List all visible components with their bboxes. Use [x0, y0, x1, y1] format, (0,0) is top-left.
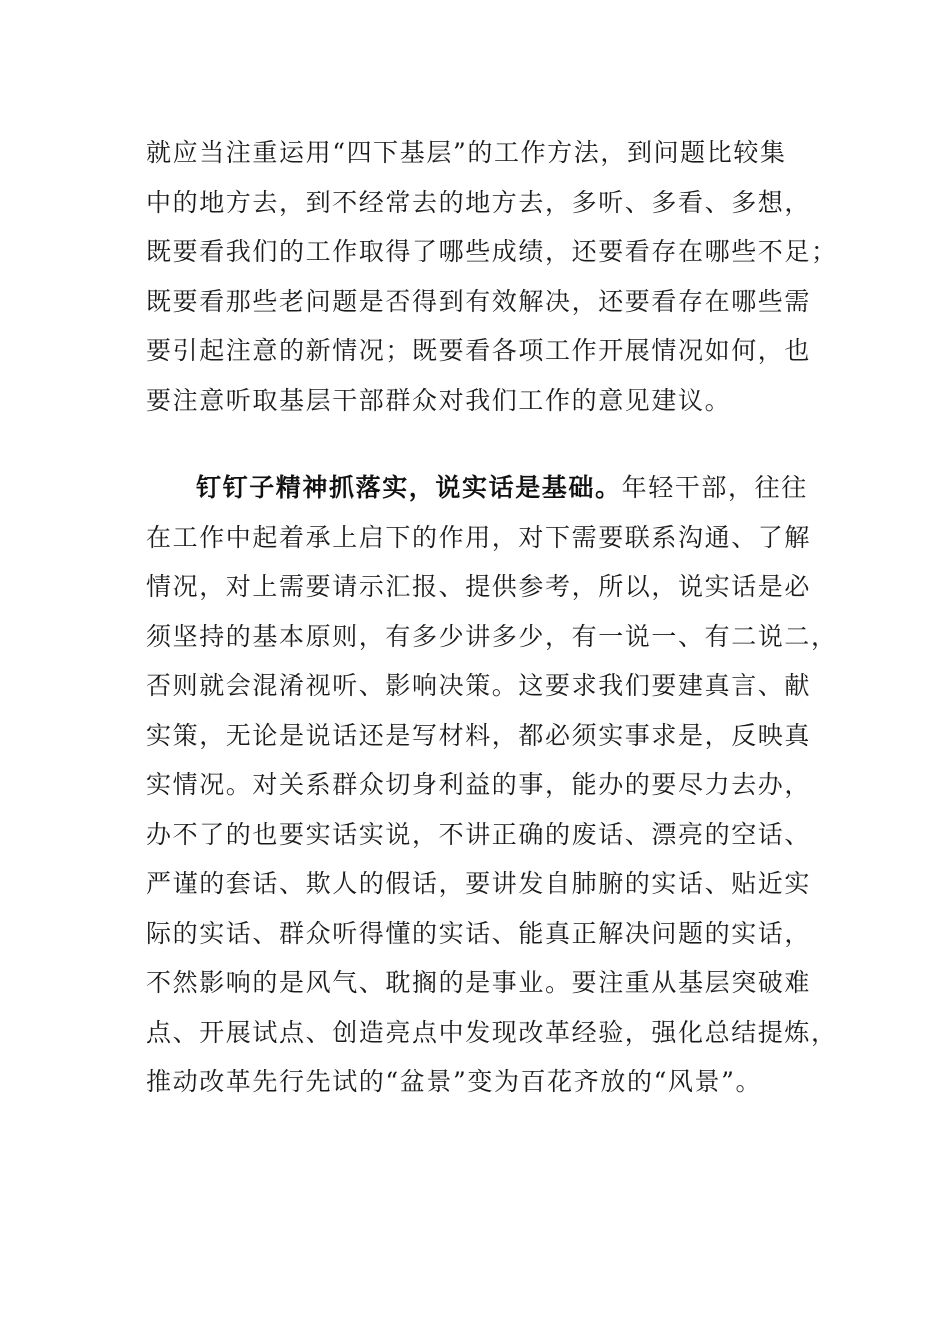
- text-line: 严谨的套话、欺人的假话，要讲发自肺腑的实话、贴近实: [146, 869, 812, 898]
- text-line-rest: 年轻干部，往往: [621, 473, 808, 502]
- text-line: 实情况。对关系群众切身利益的事，能办的要尽力去办，: [146, 770, 812, 799]
- text-line-first: [146, 463, 806, 513]
- text-line: 点、开展试点、创造亮点中发现改革经验，强化总结提炼，: [146, 1017, 838, 1047]
- text-line: 在工作中起着承上启下的作用，对下需要联系沟通、了解: [146, 522, 812, 552]
- text-line: 中的地方去，到不经常去的地方去，多听、多看、多想，: [146, 187, 812, 217]
- paragraph-2: [146, 463, 838, 1107]
- text-line: 要注意听取基层干部群众对我们工作的意见建议。: [146, 385, 732, 415]
- text-line: 就应当注重运用“四下基层”的工作方法，到问题比较集: [146, 138, 787, 167]
- text-line: 情况，对上需要请示汇报、提供参考，所以，说实话是必: [146, 572, 812, 601]
- text-line: 实策，无论是说话还是写材料，都必须实事求是，反映真: [146, 720, 812, 750]
- text-line: 际的实话、群众听得懂的实话、能真正解决问题的实话，: [146, 918, 812, 948]
- paragraph-lead-heading: 钉钉子精神抓落实，说实话是基础。: [196, 473, 622, 502]
- text-line: 既要看那些老问题是否得到有效解决，还要看存在哪些需: [146, 286, 812, 316]
- text-line: 否则就会混淆视听、影响决策。这要求我们要建真言、献: [146, 671, 812, 700]
- text-line: 办不了的也要实话实说，不讲正确的废话、漂亮的空话、: [146, 819, 812, 849]
- text-line: 要引起注意的新情况；既要看各项工作开展情况如何，也: [146, 336, 812, 365]
- paragraph-1: [146, 128, 838, 425]
- text-line: 不然影响的是风气、耽搁的是事业。要注重从基层突破难: [146, 968, 812, 997]
- text-line: 推动改革先行先试的“盆景”变为百花齐放的“风景”。: [146, 1067, 763, 1096]
- text-line: 须坚持的基本原则，有多少讲多少，有一说一、有二说二，: [146, 621, 838, 651]
- text-line: 既要看我们的工作取得了哪些成绩，还要看存在哪些不足；: [146, 237, 838, 266]
